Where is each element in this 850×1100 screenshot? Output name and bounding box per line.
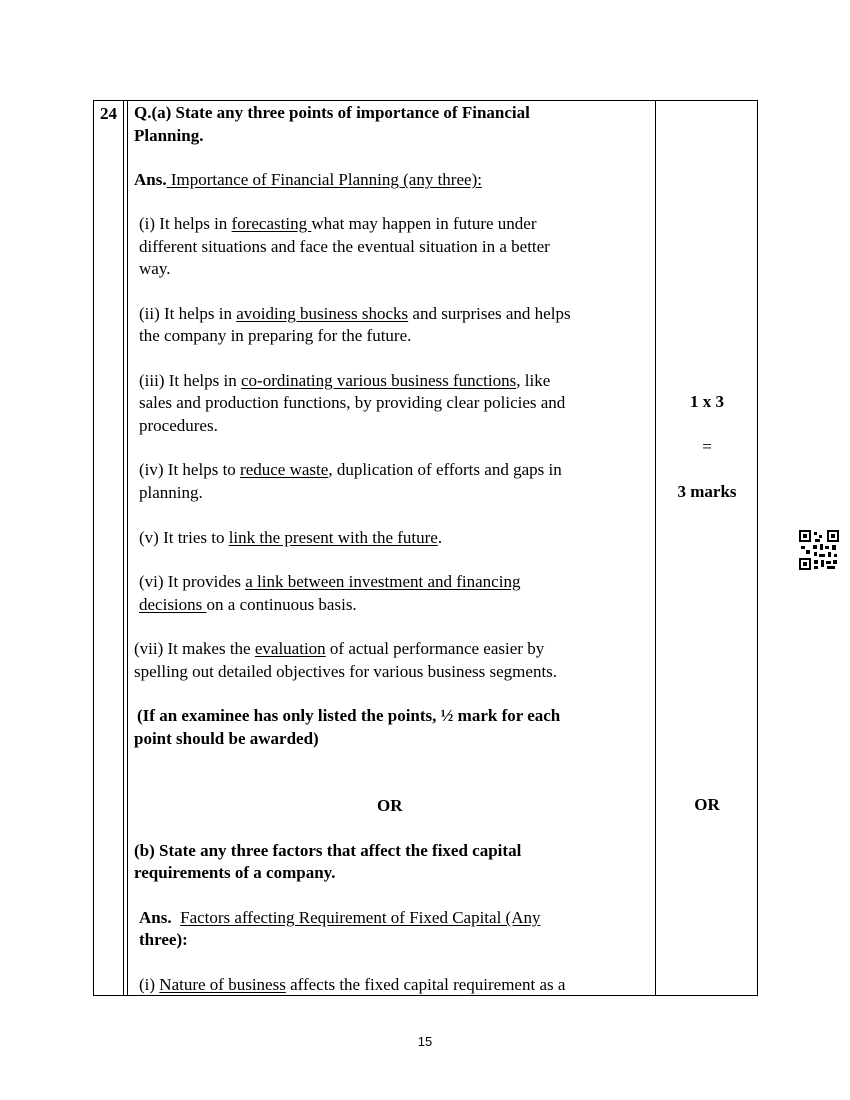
answer-b-heading: Ans. Factors affecting Requirement of Fixed Capital (Any <box>139 908 541 927</box>
examiner-note-line-1: (If an examinee has only listed the points, ½ mark for each <box>137 706 561 725</box>
point-i-line-3: way. <box>139 259 171 278</box>
answer-table <box>93 100 758 996</box>
column-divider-3 <box>655 100 656 996</box>
page-number: 15 <box>417 1034 433 1049</box>
answer-b-point-i: (i) Nature of business affects the fixed capital requirement as a <box>139 975 566 994</box>
point-ii-line-1: (ii) It helps in avoiding business shocks and surprises and helps <box>139 304 571 323</box>
answer-a-heading-text: Importance of Financial Planning (any three): <box>166 170 482 189</box>
answer-b-heading-line-2: three): <box>139 930 188 949</box>
question-b-line-2: requirements of a company. <box>134 863 336 882</box>
column-divider-2 <box>127 100 128 996</box>
point-iv-line-1: (iv) It helps to reduce waste, duplication of efforts and gaps in <box>139 460 562 479</box>
question-a-line-2: Planning. <box>134 126 204 145</box>
question-a-line-1: Q.(a) State any three points of importance of Financial <box>134 103 530 122</box>
point-vi-line-2: decisions on a continuous basis. <box>139 595 357 614</box>
point-iii-line-3: procedures. <box>139 416 218 435</box>
examiner-note-line-2: point should be awarded) <box>134 729 319 748</box>
point-v-line-1: (v) It tries to link the present with the future. <box>139 528 443 547</box>
marks-formula: 1 x 3 <box>690 392 724 411</box>
point-i-line-2: different situations and face the eventual situation in a better <box>139 237 550 256</box>
qr-code-icon <box>799 530 839 570</box>
point-vii-line-2: spelling out detailed objectives for various business segments. <box>134 662 558 681</box>
question-b-line-1: (b) State any three factors that affect the fixed capital <box>134 841 522 860</box>
point-vi-line-1: (vi) It provides a link between investment and financing <box>139 572 521 591</box>
or-separator: OR <box>377 796 403 815</box>
answer-a-prefix: Ans. <box>134 170 167 189</box>
point-i-line-1: (i) It helps in forecasting what may happen in future under <box>139 214 537 233</box>
point-vii-line-1: (vii) It makes the evaluation of actual performance easier by <box>134 639 545 658</box>
point-iii-line-2: sales and production functions, by providing clear policies and <box>139 393 566 412</box>
column-divider-1 <box>123 100 124 996</box>
answer-a-heading <box>134 169 482 191</box>
marks-or: OR <box>694 795 720 814</box>
marks-total: 3 marks <box>677 482 737 501</box>
marks-equals: = <box>702 437 712 456</box>
question-number: 24 <box>100 104 117 123</box>
point-iv-line-2: planning. <box>139 483 203 502</box>
point-ii-line-2: the company in preparing for the future. <box>139 326 412 345</box>
point-iii-line-1: (iii) It helps in co-ordinating various business functions, like <box>139 371 551 390</box>
